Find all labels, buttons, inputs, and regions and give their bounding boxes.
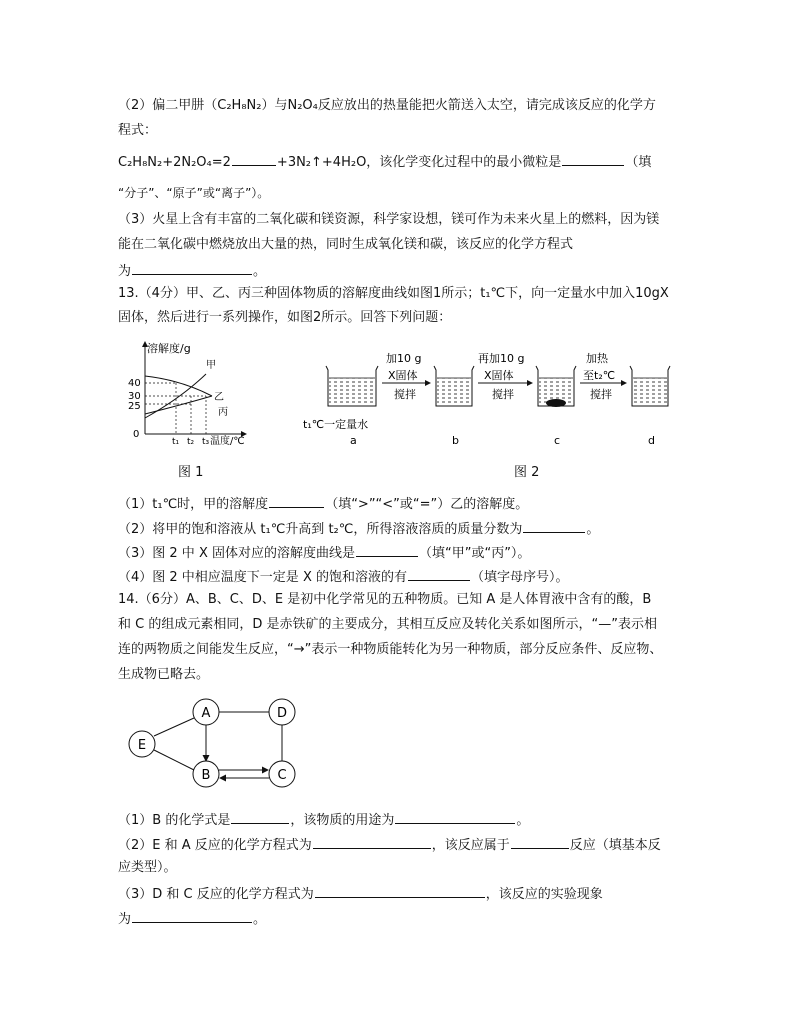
q13-s4 (118, 567, 569, 587)
svg-text:D: D (276, 706, 288, 721)
solubility-curve-figure (126, 338, 276, 448)
figure2-caption: 图 2 (514, 465, 540, 480)
q12-p3-prefix: 为 (118, 264, 132, 279)
q14-line1: 14.（6分）A、B、C、D、E 是初中化学常见的五种物质。已知 A 是人体胃液中含有的酸，B (118, 592, 652, 607)
q14-s1-suffix: 。 (516, 813, 530, 828)
ytick-0: 0 (133, 429, 140, 440)
q13-s4-suffix: （填字母序号）。 (470, 570, 569, 585)
ytick-40: 40 (128, 378, 141, 389)
q14-s3-line2 (118, 909, 266, 929)
q14-s2-line2: 应类型）。 (118, 860, 177, 875)
q14-s1-prefix: （1）B 的化学式是 (118, 813, 231, 828)
node-c (269, 761, 295, 787)
step2-amount: 再加10 g (478, 352, 525, 365)
beaker-process-figure (298, 348, 688, 453)
step1-amount: 加10 g (386, 352, 422, 365)
beaker-a (326, 366, 378, 406)
beaker-label-d: d (648, 434, 655, 447)
beaker-c (536, 366, 576, 407)
q12-p3-suffix: 。 (253, 264, 267, 279)
q12-equation-line (118, 152, 651, 172)
q14-s3-line2-suffix: 。 (253, 912, 267, 927)
q12-p2-line2: 程式： (118, 123, 158, 138)
link-e-b (154, 750, 194, 770)
curve-yi (145, 396, 212, 414)
q14-s3-suffix: ，该反应的实验现象 (485, 887, 603, 902)
substance-relation-diagram (120, 692, 310, 797)
equation-right: +3N₂↑+4H₂O，该化学变化过程中的最小微粒是 (276, 155, 562, 170)
q14-s3 (118, 884, 603, 904)
q14-line4: 生成物已略去。 (118, 667, 210, 682)
series-label-bing: 丙 (218, 407, 228, 418)
undissolved-solid (546, 399, 566, 407)
q13-s2-prefix: （2）将甲的饱和溶液从 t₁℃升高到 t₂℃，所得溶液溶质的质量分数为 (118, 522, 523, 537)
q14-s2-prefix: （2）E 和 A 反应的化学方程式为 (118, 838, 312, 853)
q14-s1 (118, 810, 529, 830)
q14-s2-suffix: 反应（填基本反 (569, 838, 661, 853)
answer-blank-14-3b[interactable] (132, 909, 252, 923)
q14-line2: 和 C 的组成元素相同，D 是赤铁矿的主要成分，其相互反应及转化关系如图所示，“—”表示相 (118, 617, 657, 632)
node-d (269, 699, 295, 725)
svg-text:E: E (137, 738, 147, 753)
q13-line2: 固体，然后进行一系列操作，如图2所示。回答下列问题： (118, 310, 452, 325)
q14-s1-middle: ，该物质的用途为 (290, 813, 395, 828)
beaker-label-a: a (350, 434, 357, 447)
q13-s1-suffix: （填“>”“<”或“=”）乙的溶解度。 (325, 497, 529, 512)
ytick-30: 30 (128, 391, 141, 402)
curve-bing (145, 376, 212, 396)
q13-s3-prefix: （3）图 2 中 X 固体对应的溶解度曲线是 (118, 546, 355, 561)
step1-solid: X固体 (388, 369, 418, 382)
step1-stir: 搅拌 (394, 388, 416, 401)
q14-line3: 连的两物质之间能发生反应，“→”表示一种物质能转化为另一种物质，部分反应条件、反应物、 (118, 642, 663, 657)
answer-blank-13-2[interactable] (523, 519, 585, 533)
answer-blank-13-3[interactable] (356, 543, 418, 557)
step3-heat: 加热 (586, 352, 608, 365)
equation-tail: （填 (625, 155, 652, 170)
y-axis-label: 溶解度/g (147, 342, 191, 355)
q13-s3 (118, 543, 530, 563)
answer-blank-14-1b[interactable] (395, 810, 515, 824)
step2-stir: 搅拌 (492, 388, 514, 401)
q14-s3-line2-prefix: 为 (118, 912, 132, 927)
q14-s2-middle: ，该反应属于 (431, 838, 510, 853)
answer-blank-14-1a[interactable] (231, 810, 289, 824)
beaker-label-b: b (452, 434, 459, 447)
answer-blank-particle[interactable] (562, 152, 624, 166)
answer-blank-equation-mg[interactable] (132, 261, 252, 275)
q13-s1 (118, 494, 528, 514)
node-a (193, 699, 219, 725)
q14-s2 (118, 835, 661, 855)
series-label-yi: 乙 (214, 392, 224, 403)
answer-blank-product[interactable] (232, 152, 276, 166)
step3-stir: 搅拌 (590, 388, 612, 401)
initial-water-note: t₁℃一定量水 (303, 418, 369, 431)
xtick-t1: t₁ (172, 437, 180, 447)
q13-s1-prefix: （1）t₁℃时，甲的溶解度 (118, 497, 269, 512)
equation-left: C₂H₈N₂+2N₂O₄=2 (118, 155, 231, 170)
xtick-t3: t₃ (202, 437, 210, 447)
q12-p3-line2: 能在二氧化碳中燃烧放出大量的热，同时生成氧化镁和碳，该反应的化学方程式 (118, 237, 574, 252)
q14-s3-prefix: （3）D 和 C 反应的化学方程式为 (118, 887, 314, 902)
node-e (129, 731, 155, 757)
q13-s4-prefix: （4）图 2 中相应温度下一定是 X 的饱和溶液的有 (118, 570, 407, 585)
x-axis-label: 温度/℃ (210, 436, 245, 447)
svg-text:C: C (277, 768, 287, 783)
answer-blank-14-2b[interactable] (511, 835, 569, 849)
q13-line1: 13.（4分）甲、乙、丙三种固体物质的溶解度曲线如图1所示；t₁℃下，向一定量水中加入10gX (118, 286, 669, 301)
q13-s2 (118, 519, 599, 539)
answer-blank-13-1[interactable] (269, 494, 324, 508)
node-b (193, 761, 219, 787)
series-label-jia: 甲 (206, 360, 216, 371)
q12-p2-line4: “分子”、“原子”或“离子”）。 (118, 186, 270, 200)
answer-blank-14-2a[interactable] (313, 835, 431, 849)
q13-s3-suffix: （填“甲”或“丙”）。 (418, 546, 531, 561)
q12-p3-line3 (118, 261, 266, 281)
step3-temp: 至t₂℃ (583, 369, 616, 382)
link-e-a (154, 718, 194, 736)
step2-solid: X固体 (484, 369, 514, 382)
beaker-d (630, 366, 670, 406)
q13-s2-suffix: 。 (586, 522, 600, 537)
svg-text:A: A (201, 706, 211, 721)
answer-blank-13-4[interactable] (408, 567, 470, 581)
ytick-25: 25 (128, 401, 141, 412)
q12-p2-line1: （2）偏二甲肼（C₂H₈N₂）与N₂O₄反应放出的热量能把火箭送入太空，请完成该反应的化学方 (118, 98, 656, 113)
beaker-b (434, 366, 474, 406)
q12-p3-line1: （3）火星上含有丰富的二氧化碳和镁资源，科学家设想，镁可作为未来火星上的燃料，因为镁 (118, 212, 660, 227)
answer-blank-14-3a[interactable] (315, 884, 485, 898)
beaker-label-c: c (554, 434, 561, 447)
svg-text:B: B (201, 768, 211, 783)
figure1-caption: 图 1 (178, 465, 204, 480)
xtick-t2: t₂ (187, 437, 195, 447)
